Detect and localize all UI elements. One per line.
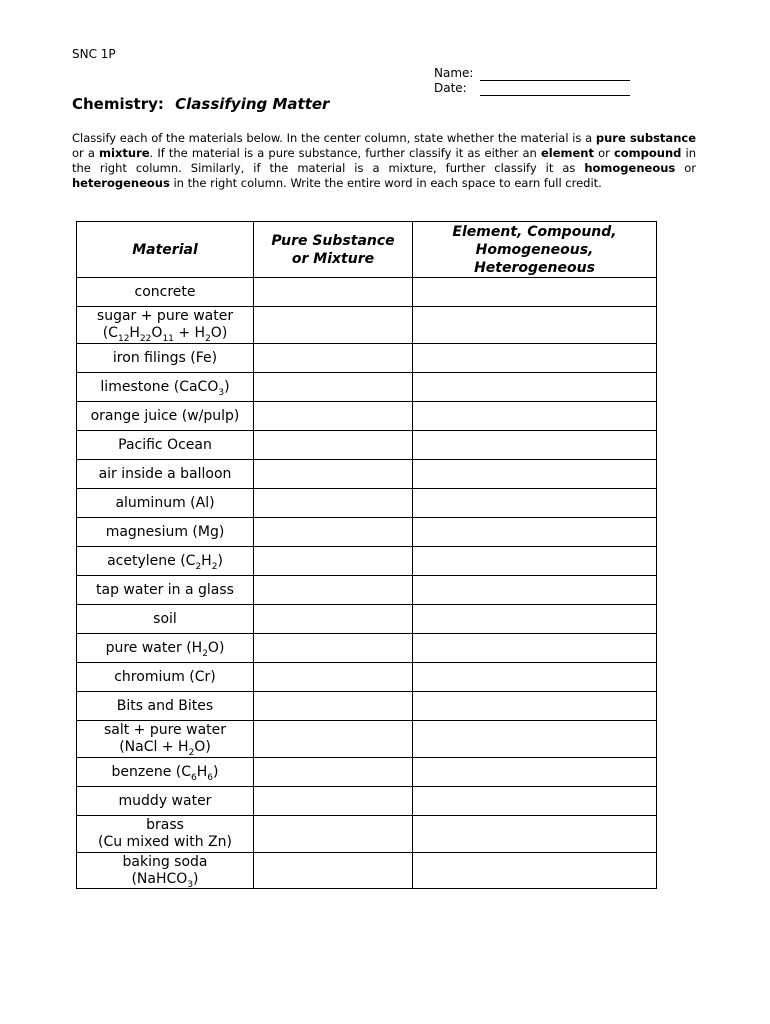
classification-answer[interactable] [413,787,657,816]
classification-answer[interactable] [413,576,657,605]
classification-answer[interactable] [413,373,657,402]
date-label: Date: [434,81,467,95]
classification-table [76,221,657,889]
instr-bold-element: element [540,146,594,160]
header-pure-line1: Pure Substance [271,232,395,249]
header-pure-line2: or Mixture [291,250,375,267]
subscript: 2 [188,747,195,758]
header-class-line1: Element, Compound, [452,223,617,240]
table-row [77,373,657,402]
table-row [77,787,657,816]
material-name: pure water (H [105,639,203,656]
pure-or-mixture-answer[interactable] [254,721,413,758]
material-name: acetylene (C [107,552,196,569]
table-row [77,278,657,307]
material-cell [77,344,254,373]
table-row [77,402,657,431]
table-row [77,758,657,787]
classification-answer[interactable] [413,721,657,758]
material-name: concrete [134,283,196,300]
material-name: Pacific Ocean [118,436,212,453]
pure-or-mixture-answer[interactable] [254,663,413,692]
pure-or-mixture-answer[interactable] [254,373,413,402]
pure-or-mixture-answer[interactable] [254,576,413,605]
pure-or-mixture-answer[interactable] [254,402,413,431]
classification-answer[interactable] [413,663,657,692]
material-formula: (NaHCO [131,870,188,887]
table-row [77,692,657,721]
pure-or-mixture-answer[interactable] [254,547,413,576]
header-class-line2: Homogeneous, [475,241,594,258]
classification-answer[interactable] [413,402,657,431]
table-row [77,634,657,663]
pure-or-mixture-answer[interactable] [254,307,413,344]
material-formula: (C [102,325,118,341]
material-cell [77,489,254,518]
material-cell [77,547,254,576]
formula-part: H [196,763,208,780]
pure-or-mixture-answer[interactable] [254,344,413,373]
table-row [77,576,657,605]
material-cell [77,576,254,605]
pure-or-mixture-answer[interactable] [254,518,413,547]
instr-text-5: in the right column. Similarly, if the material is a mixture, further classify it as [72,146,697,175]
material-cell [77,307,254,344]
formula-part: O [151,325,163,341]
table-row [77,489,657,518]
pure-or-mixture-answer[interactable] [254,853,413,889]
formula-end: ) [193,870,199,887]
material-cell [77,787,254,816]
title-topic: Classifying Matter [175,95,330,113]
material-cell [77,663,254,692]
table-row [77,344,657,373]
table-row [77,663,657,692]
formula-end: ) [217,552,223,569]
classification-answer[interactable] [413,278,657,307]
pure-or-mixture-answer[interactable] [254,634,413,663]
material-name: Bits and Bites [116,697,214,714]
formula-part: H [129,325,140,341]
classification-answer[interactable] [413,344,657,373]
classification-answer[interactable] [413,634,657,663]
table-row [77,547,657,576]
material-cell [77,816,254,853]
classification-answer[interactable] [413,692,657,721]
instr-text-7: in the right column. Write the entire word in each space to earn full credit. [169,176,602,190]
header-material: Material [77,222,254,278]
pure-or-mixture-answer[interactable] [254,816,413,853]
material-name: iron filings (Fe) [112,349,218,366]
date-field[interactable] [480,84,630,96]
table-row [77,431,657,460]
material-cell [77,460,254,489]
material-name: chromium (Cr) [114,668,216,685]
material-formula: (NaCl + H [119,739,189,755]
table-header-row [77,222,657,278]
material-name: air inside a balloon [98,465,232,482]
material-name: magnesium (Mg) [105,523,225,540]
material-name: baking soda [122,853,208,870]
subscript: 6 [191,772,197,783]
instr-bold-compound: compound [613,146,682,160]
material-cell [77,692,254,721]
table-row [77,721,657,758]
material-cell [77,518,254,547]
pure-or-mixture-answer[interactable] [254,489,413,518]
pure-or-mixture-answer[interactable] [254,758,413,787]
subscript: 2 [211,561,218,572]
subscript: 2 [202,648,208,659]
classification-answer[interactable] [413,518,657,547]
table-row [77,518,657,547]
material-cell [77,431,254,460]
classification-answer[interactable] [413,547,657,576]
material-name: limestone (CaCO [100,378,219,395]
material-name: orange juice (w/pulp) [90,407,240,424]
material-name: brass [146,817,184,833]
pure-or-mixture-answer[interactable] [254,692,413,721]
name-label: Name: [434,66,474,80]
classification-answer[interactable] [413,307,657,344]
material-cell [77,721,254,758]
pure-or-mixture-answer[interactable] [254,278,413,307]
table-row [77,460,657,489]
instr-bold-homogeneous: homogeneous [584,161,676,175]
table-row [77,853,657,889]
course-code: SNC 1P [72,47,116,61]
header-classification [413,222,657,278]
material-cell [77,402,254,431]
subscript: 6 [207,772,214,783]
material-cell [77,853,254,889]
instr-bold-mixture: mixture [99,146,150,160]
instr-text-1: Classify each of the materials below. In the center column, state whether the material is a [72,131,596,145]
instructions [72,131,696,191]
subscript: 3 [218,387,225,398]
material-name: muddy water [118,792,212,809]
formula-end: O) [194,739,211,755]
instr-text-2: or a [72,146,100,160]
subscript: 11 [162,333,174,344]
material-cell [77,373,254,402]
classification-answer[interactable] [413,816,657,853]
pure-or-mixture-answer[interactable] [254,787,413,816]
formula-part: H [201,552,212,569]
material-formula: (Cu mixed with Zn) [98,834,232,850]
formula-part: + H [173,325,206,341]
subscript: 3 [187,879,194,890]
name-field[interactable] [480,69,630,81]
classification-answer[interactable] [413,853,657,889]
formula-end: ) [224,378,230,395]
formula-end: O) [207,639,225,656]
material-cell [77,605,254,634]
classification-answer[interactable] [413,489,657,518]
classification-answer[interactable] [413,460,657,489]
material-name: salt + pure water [103,722,227,738]
instr-text-6: or [675,161,696,175]
instr-text-3: . If the material is a pure substance, further classify it as either an [149,146,541,160]
title-prefix: Chemistry: [72,95,164,113]
instr-bold-pure-substance: pure substance [595,131,696,145]
material-cell [77,758,254,787]
subscript: 2 [205,333,211,344]
table-row [77,816,657,853]
instr-text-4: or [593,146,614,160]
header-pure-or-mixture [254,222,413,278]
material-name: aluminum (Al) [115,494,215,511]
subscript: 12 [117,333,130,344]
material-name: benzene (C [111,763,192,780]
subscript: 2 [195,561,202,572]
classification-answer[interactable] [413,605,657,634]
pure-or-mixture-answer[interactable] [254,605,413,634]
instr-bold-heterogeneous: heterogeneous [72,176,170,190]
classification-answer[interactable] [413,758,657,787]
classification-answer[interactable] [413,431,657,460]
material-name: tap water in a glass [96,581,234,598]
material-cell [77,278,254,307]
material-cell [77,634,254,663]
page-title [72,95,329,113]
formula-end: O) [210,325,228,341]
pure-or-mixture-answer[interactable] [254,431,413,460]
name-date-block [434,66,630,96]
subscript: 22 [139,333,152,344]
material-name: sugar + pure water [96,308,234,324]
pure-or-mixture-answer[interactable] [254,460,413,489]
material-name: soil [153,610,177,627]
header-class-line3: Heterogeneous [474,259,595,276]
formula-end: ) [213,763,219,780]
table-row [77,307,657,344]
table-row [77,605,657,634]
